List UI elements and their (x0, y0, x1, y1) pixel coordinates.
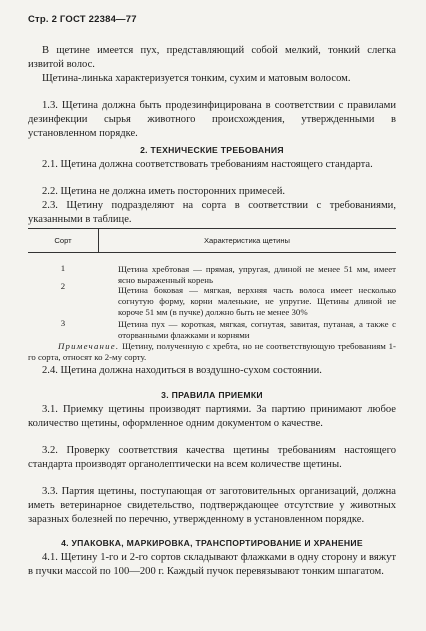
intro-paragraph-3: 1.3. Щетина должна быть продезинфицирована в соответствии с правилами дезинфекции сырья животного происхождения, утвержденными в установленном порядке. (28, 100, 396, 139)
section-4-title: 4. УПАКОВКА, МАРКИРОВКА, ТРАНСПОРТИРОВАНИЕ И ХРАНЕНИЕ (61, 538, 363, 548)
table-header-rule (28, 252, 396, 253)
table-row-1-grade: 1 (60, 263, 66, 273)
table-row-1-text: Щетина хребтовая — прямая, упругая, длиной не менее 51 мм, имеет ясно выраженный корень (118, 264, 396, 285)
table-header-characteristic: Характеристика щетины (203, 236, 291, 245)
table-note-label: Примечание. (58, 341, 120, 351)
table-row-2-grade: 2 (60, 281, 66, 291)
intro-paragraph-2: Щетина-линька характеризуется тонким, сухим и матовым волосом. (42, 73, 351, 84)
section-3-paragraph-1: 3.1. Приемку щетины производят партиями. За партию принимают любое количество щетины, оформленное одним документом о качестве. (28, 404, 396, 429)
intro-paragraph-1: В щетине имеется пух, представляющий собой мелкий, тонкий слегка извитой волос. (28, 45, 396, 70)
table-note (28, 341, 396, 363)
page-header: Стр. 2 ГОСТ 22384—77 (28, 14, 137, 25)
section-3-paragraph-3: 3.3. Партия щетины, поступающая от заготовительных организаций, должна иметь ветеринарное свидетельство, подтверждающее отсутствие у животных заразных болезней по перечню, утвержденному в установленном порядке. (28, 486, 396, 525)
table-note-text: Щетину, полученную с хребта, но не соответствующую требованиям 1-го сорта, относят ко 2-му сорту. (28, 341, 396, 362)
paragraph-2-4: 2.4. Щетина должна находиться в воздушно-сухом состоянии. (42, 365, 322, 376)
table-row-3-grade: 3 (60, 318, 66, 328)
section-2-paragraph-3: 2.3. Щетину подразделяют на сорта в соответствии с требованиями, указанными в таблице. (28, 200, 396, 225)
table-header-grade: Сорт (54, 236, 72, 245)
table-row-2-text: Щетина боковая — мягкая, верхняя часть волоса имеет несколько согнутую форму, корни маленькие, не упругие. Щетины длиной не короче 51 мм (в пучке) должно быть не менее 30% (118, 285, 396, 317)
section-4-paragraph-1: 4.1. Щетину 1-го и 2-го сортов складывают флажками в одну сторону и вяжут в пучки массой по 100—200 г. Каждый пучок перевязывают тонким шпагатом. (28, 552, 396, 577)
section-3-title: 3. ПРАВИЛА ПРИЕМКИ (161, 390, 263, 400)
section-2-title: 2. ТЕХНИЧЕСКИЕ ТРЕБОВАНИЯ (140, 145, 284, 155)
table-top-rule (28, 228, 396, 229)
section-2-paragraph-1: 2.1. Щетина должна соответствовать требованиям настоящего стандарта. (42, 159, 373, 170)
section-3-paragraph-2: 3.2. Проверку соответствия качества щетины требованиям настоящего стандарта производят органолептически на всем количестве щетины. (28, 445, 396, 470)
table-row-3-text: Щетина пух — короткая, мягкая, согнутая, завитая, путаная, а также с оторванными флажками и корнями (118, 319, 396, 340)
section-2-paragraph-2: 2.2. Щетина не должна иметь посторонних примесей. (42, 186, 286, 197)
